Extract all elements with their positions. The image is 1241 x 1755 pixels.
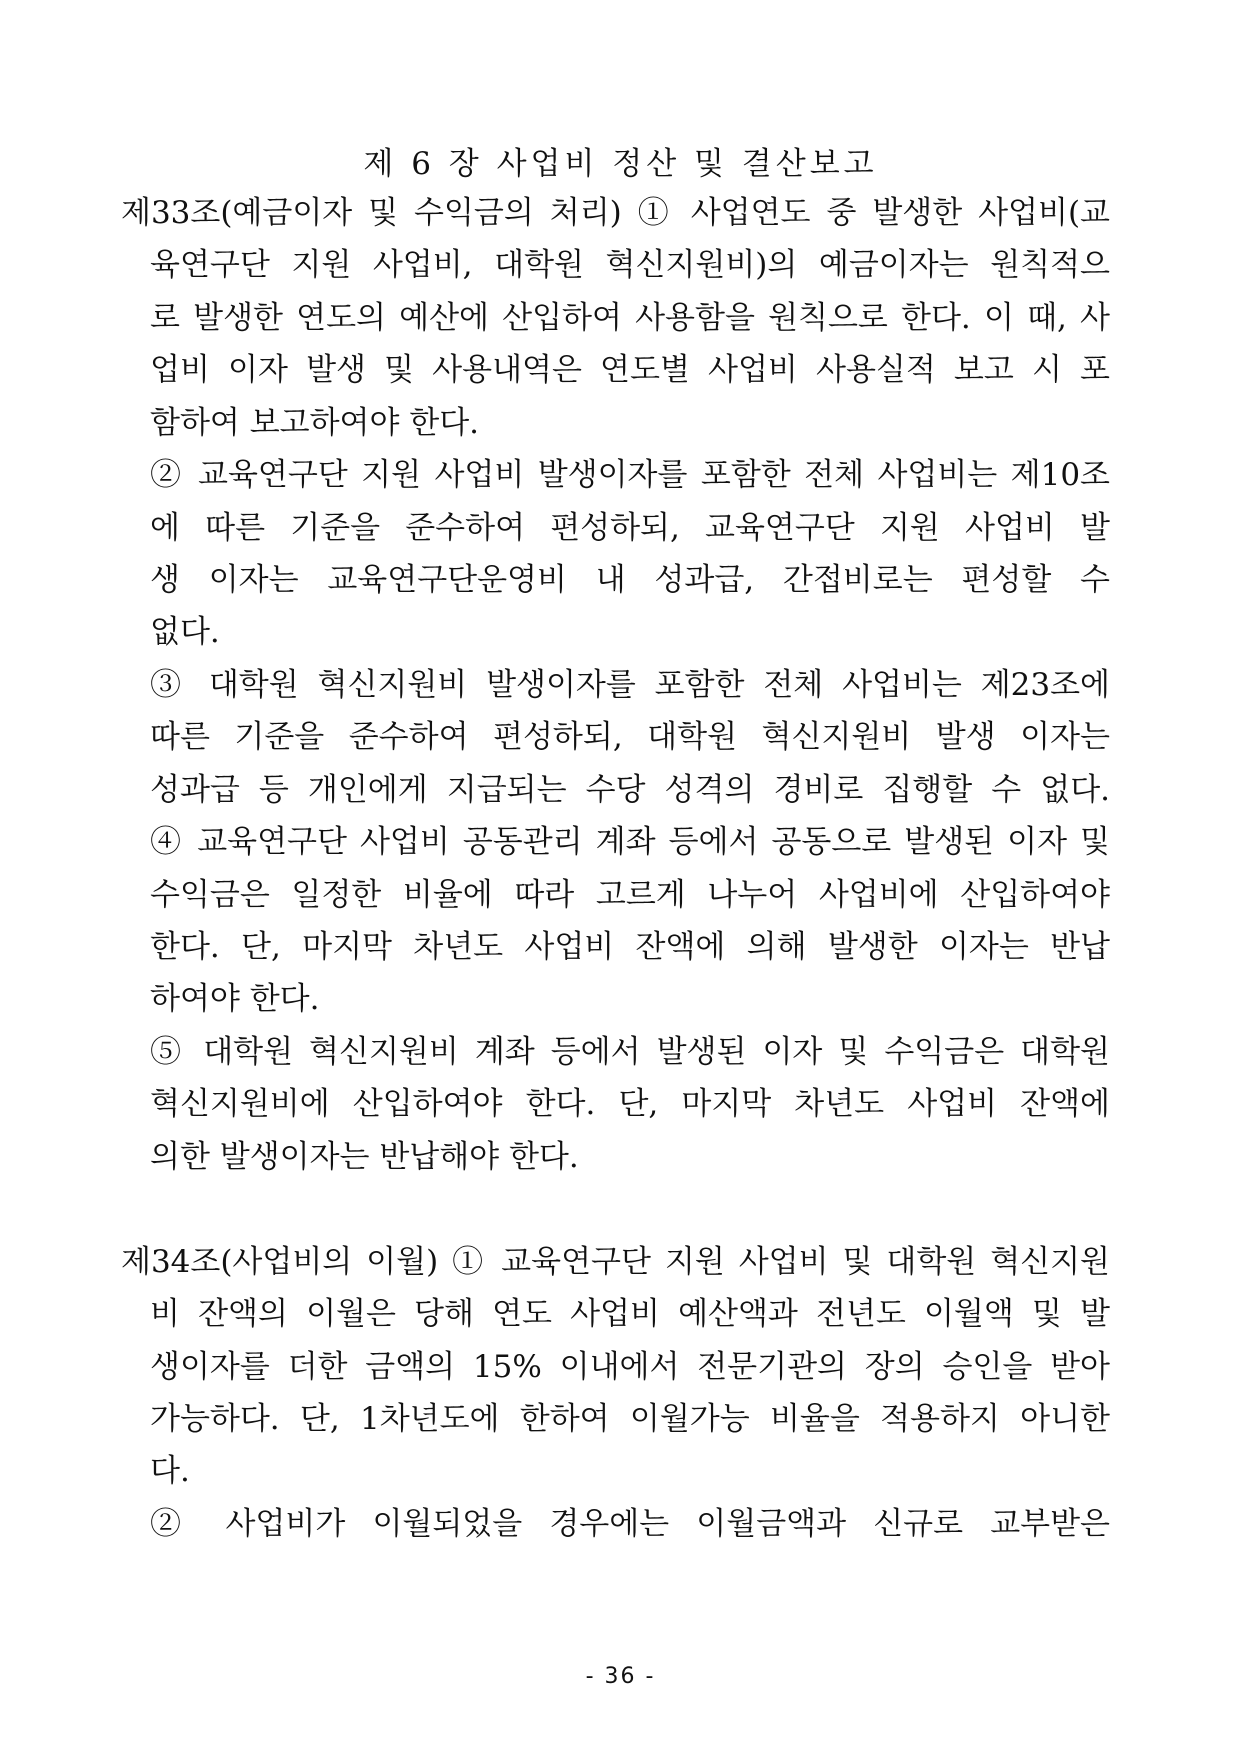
article-33-paragraph-2-line: ② 교육연구단 지원 사업비 발생이자를 포함한 전체 사업비는 제10조 <box>150 457 1110 493</box>
article-33-paragraph-3-line: ③ 대학원 혁신지원비 발생이자를 포함한 전체 사업비는 제23조에 <box>150 667 1110 703</box>
article-33-line: 함하여 보고하여야 한다. <box>150 405 480 441</box>
article-33-paragraph-5-line: 혁신지원비에 산입하여야 한다. 단, 마지막 차년도 사업비 잔액에 <box>150 1086 1110 1122</box>
article-33-paragraph-4-line: 하여야 한다. <box>150 981 320 1017</box>
article-33-line: 육연구단 지원 사업비, 대학원 혁신지원비)의 예금이자는 원칙적으 <box>150 247 1110 283</box>
article-33-paragraph-4-line: 한다. 단, 마지막 차년도 사업비 잔액에 의해 발생한 이자는 반납 <box>150 929 1110 965</box>
article-34-line: 다. <box>150 1453 190 1489</box>
page-number: - 36 - <box>585 1664 656 1689</box>
article-34-line: 제34조(사업비의 이월) ① 교육연구단 지원 사업비 및 대학원 혁신지원 <box>121 1244 1110 1280</box>
article-33-paragraph-4-line: ④ 교육연구단 사업비 공동관리 계좌 등에서 공동으로 발생된 이자 및 <box>150 824 1110 860</box>
article-33-paragraph-5-line: 의한 발생이자는 반납해야 한다. <box>150 1139 579 1175</box>
article-33-paragraph-5-line: ⑤ 대학원 혁신지원비 계좌 등에서 발생된 이자 및 수익금은 대학원 <box>150 1034 1110 1070</box>
article-33-paragraph-2-line: 에 따른 기준을 준수하여 편성하되, 교육연구단 지원 사업비 발 <box>150 510 1110 546</box>
article-33-line: 제33조(예금이자 및 수익금의 처리) ① 사업연도 중 발생한 사업비(교 <box>121 195 1110 231</box>
article-33-paragraph-3-line: 따른 기준을 준수하여 편성하되, 대학원 혁신지원비 발생 이자는 <box>150 719 1110 755</box>
article-33-line: 로 발생한 연도의 예산에 산입하여 사용함을 원칙으로 한다. 이 때, 사 <box>150 300 1110 336</box>
article-34-line: 생이자를 더한 금액의 15% 이내에서 전문기관의 장의 승인을 받아 <box>150 1349 1110 1385</box>
article-33-line: 업비 이자 발생 및 사용내역은 연도별 사업비 사용실적 보고 시 포 <box>150 352 1110 388</box>
article-33-paragraph-2-line: 없다. <box>150 614 220 650</box>
article-34-line: 비 잔액의 이월은 당해 연도 사업비 예산액과 전년도 이월액 및 발 <box>150 1296 1110 1332</box>
article-34-paragraph-2-line: ② 사업비가 이월되었을 경우에는 이월금액과 신규로 교부받은 <box>150 1506 1110 1542</box>
article-34-line: 가능하다. 단, 1차년도에 한하여 이월가능 비율을 적용하지 아니한 <box>150 1401 1110 1437</box>
article-33-paragraph-2-line: 생 이자는 교육연구단운영비 내 성과급, 간접비로는 편성할 수 <box>150 562 1110 598</box>
chapter-title: 제 6 장 사업비 정산 및 결산보고 <box>363 146 878 182</box>
article-33-paragraph-3-line: 성과급 등 개인에게 지급되는 수당 성격의 경비로 집행할 수 없다. <box>150 772 1110 808</box>
article-33-paragraph-4-line: 수익금은 일정한 비율에 따라 고르게 나누어 사업비에 산입하여야 <box>150 877 1110 913</box>
